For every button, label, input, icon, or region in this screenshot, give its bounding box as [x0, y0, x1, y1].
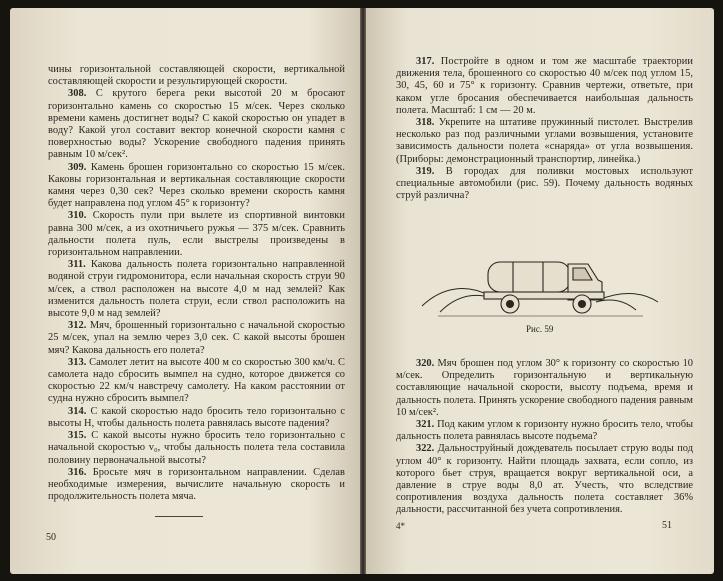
right-page-text-bottom — [396, 358, 693, 517]
divider-rule — [155, 516, 203, 517]
page-number-right: 51 — [662, 520, 672, 531]
paragraph: чины горизонтальной составляющей скорости, вертикальной составляющей скорости и результирующей скорости. — [48, 64, 345, 88]
problem-308: 308. С крутого берега реки высотой 20 м бросают горизонтально камень со скоростью 15 м/сек. Через сколько времени камень достигнет воды? С какой скоростью он упадет в воду? Какой угол составит вектор конечной скорости камня с поверхностью воды? Ускорение свободного падения принять равным 10 м/сек². — [48, 88, 345, 161]
figure-caption: Рис. 59 — [526, 324, 554, 334]
problem-315: 315. С какой высоты нужно бросить тело горизонтально с начальной скоростью v₀, чтобы дальность полета тела составила половину первоначальной высоты? — [48, 430, 345, 466]
problem-310: 310. Скорость пули при вылете из спортивной винтовки равна 300 м/сек, а из охотничьего ружья — 375 м/сек. Сравнить дальности полета пуль, если выстрелы произведены в горизонтальном направлении. — [48, 210, 345, 259]
left-page-text — [48, 64, 345, 503]
book-spread — [10, 8, 714, 574]
water-jet-right-short — [596, 300, 636, 310]
problem-321: 321. Под каким углом к горизонту нужно бросить тело, чтобы дальность полета равнялась высоте подъема? — [396, 419, 693, 443]
water-jet-right-long — [598, 294, 658, 303]
problem-312: 312. Мяч, брошенный горизонтально с начальной скоростью 25 м/сек, упал на землю через 3,0 сек. С какой высоты брошен мяч? Какова дальность его полета? — [48, 320, 345, 356]
problem-309: 309. Камень брошен горизонтально со скоростью 15 м/сек. Каковы горизонтальная и вертикальная составляющие скорости камня через 0,30 сек? Через сколько времени скорость камня будет направлена под углом 45° к горизонту? — [48, 161, 345, 210]
problem-322: 322. Дальноструйный дождеватель посылает струю воды под углом 40° к горизонту. Найти площадь захвата, если сопло, из которого бьет струя, вращается вокруг вертикальной оси, а давление в струе воды 8,0 ат. Учесть, что вследствие сопротивления воздуха дальность полета составляет 36% дальности, рассчитанной без учета сопротивления. — [396, 443, 693, 516]
problem-314: 314. С какой скоростью надо бросить тело горизонтально с высоты H, чтобы дальность полета равнялась высоте падения? — [48, 405, 345, 429]
signature-mark: 4* — [396, 521, 405, 531]
problem-317: 317. Постройте в одном и том же масштабе траектории движения тела, брошенного со скоростью 40 м/сек под углом 15, 30, 45, 60 и 75° к горизонту. Сравнив чертежи, ответьте, при каком угле бросания обеспечивается наибольшая дальность полета. Масштаб: 1 см — 20 м. — [396, 56, 693, 116]
left-page — [10, 8, 360, 574]
problem-319: 319. В городах для поливки мостовых используют специальные автомобили (рис. 59). Почему дальность водяных струй различна? — [396, 165, 693, 202]
right-page-text-top — [396, 56, 693, 202]
problem-320: 320. Мяч брошен под углом 30° к горизонту со скоростью 10 м/сек. Определить горизонтальную и вертикальную составляющие начальной скорости, высоту подъема, время и дальность полета. Принять ускорение свободного падения равным 10 м/сек². — [396, 358, 693, 418]
right-page — [366, 8, 714, 574]
problem-318: 318. Укрепите на штативе пружинный пистолет. Выстрелив несколько раз под различными углами возвышения, установите зависимость дальности полета «снаряда» от угла возвышения. (Приборы: демонстрационный транспортир, линейка.) — [396, 117, 693, 165]
page-number-left: 50 — [46, 532, 56, 543]
problem-311: 311. Какова дальность полета горизонтально направленной водяной струи гидромонитора, если начальная скорость струи 90 м/сек, а ствол расположен на высоте 4,0 м над землей? Как изменится дальность полета струи, если ствол расположить на высоте 9,0 м над землей? — [48, 259, 345, 320]
street-sprinkler-truck-figure — [418, 244, 663, 322]
truck-icon — [484, 262, 604, 313]
problem-313: 313. Самолет летит на высоте 400 м со скоростью 300 км/ч. С самолета надо сбросить вымпел на судно, которое движется со скоростью 22 км/ч навстречу самолету. На каком расстоянии от судна нужно сбросить вымпел? — [48, 356, 345, 405]
problem-316: 316. Бросьте мяч в горизонтальном направлении. Сделав необходимые измерения, вычислите начальную скорость и продолжительность полета мяча. — [48, 466, 345, 503]
water-jet-left-long — [422, 289, 490, 306]
